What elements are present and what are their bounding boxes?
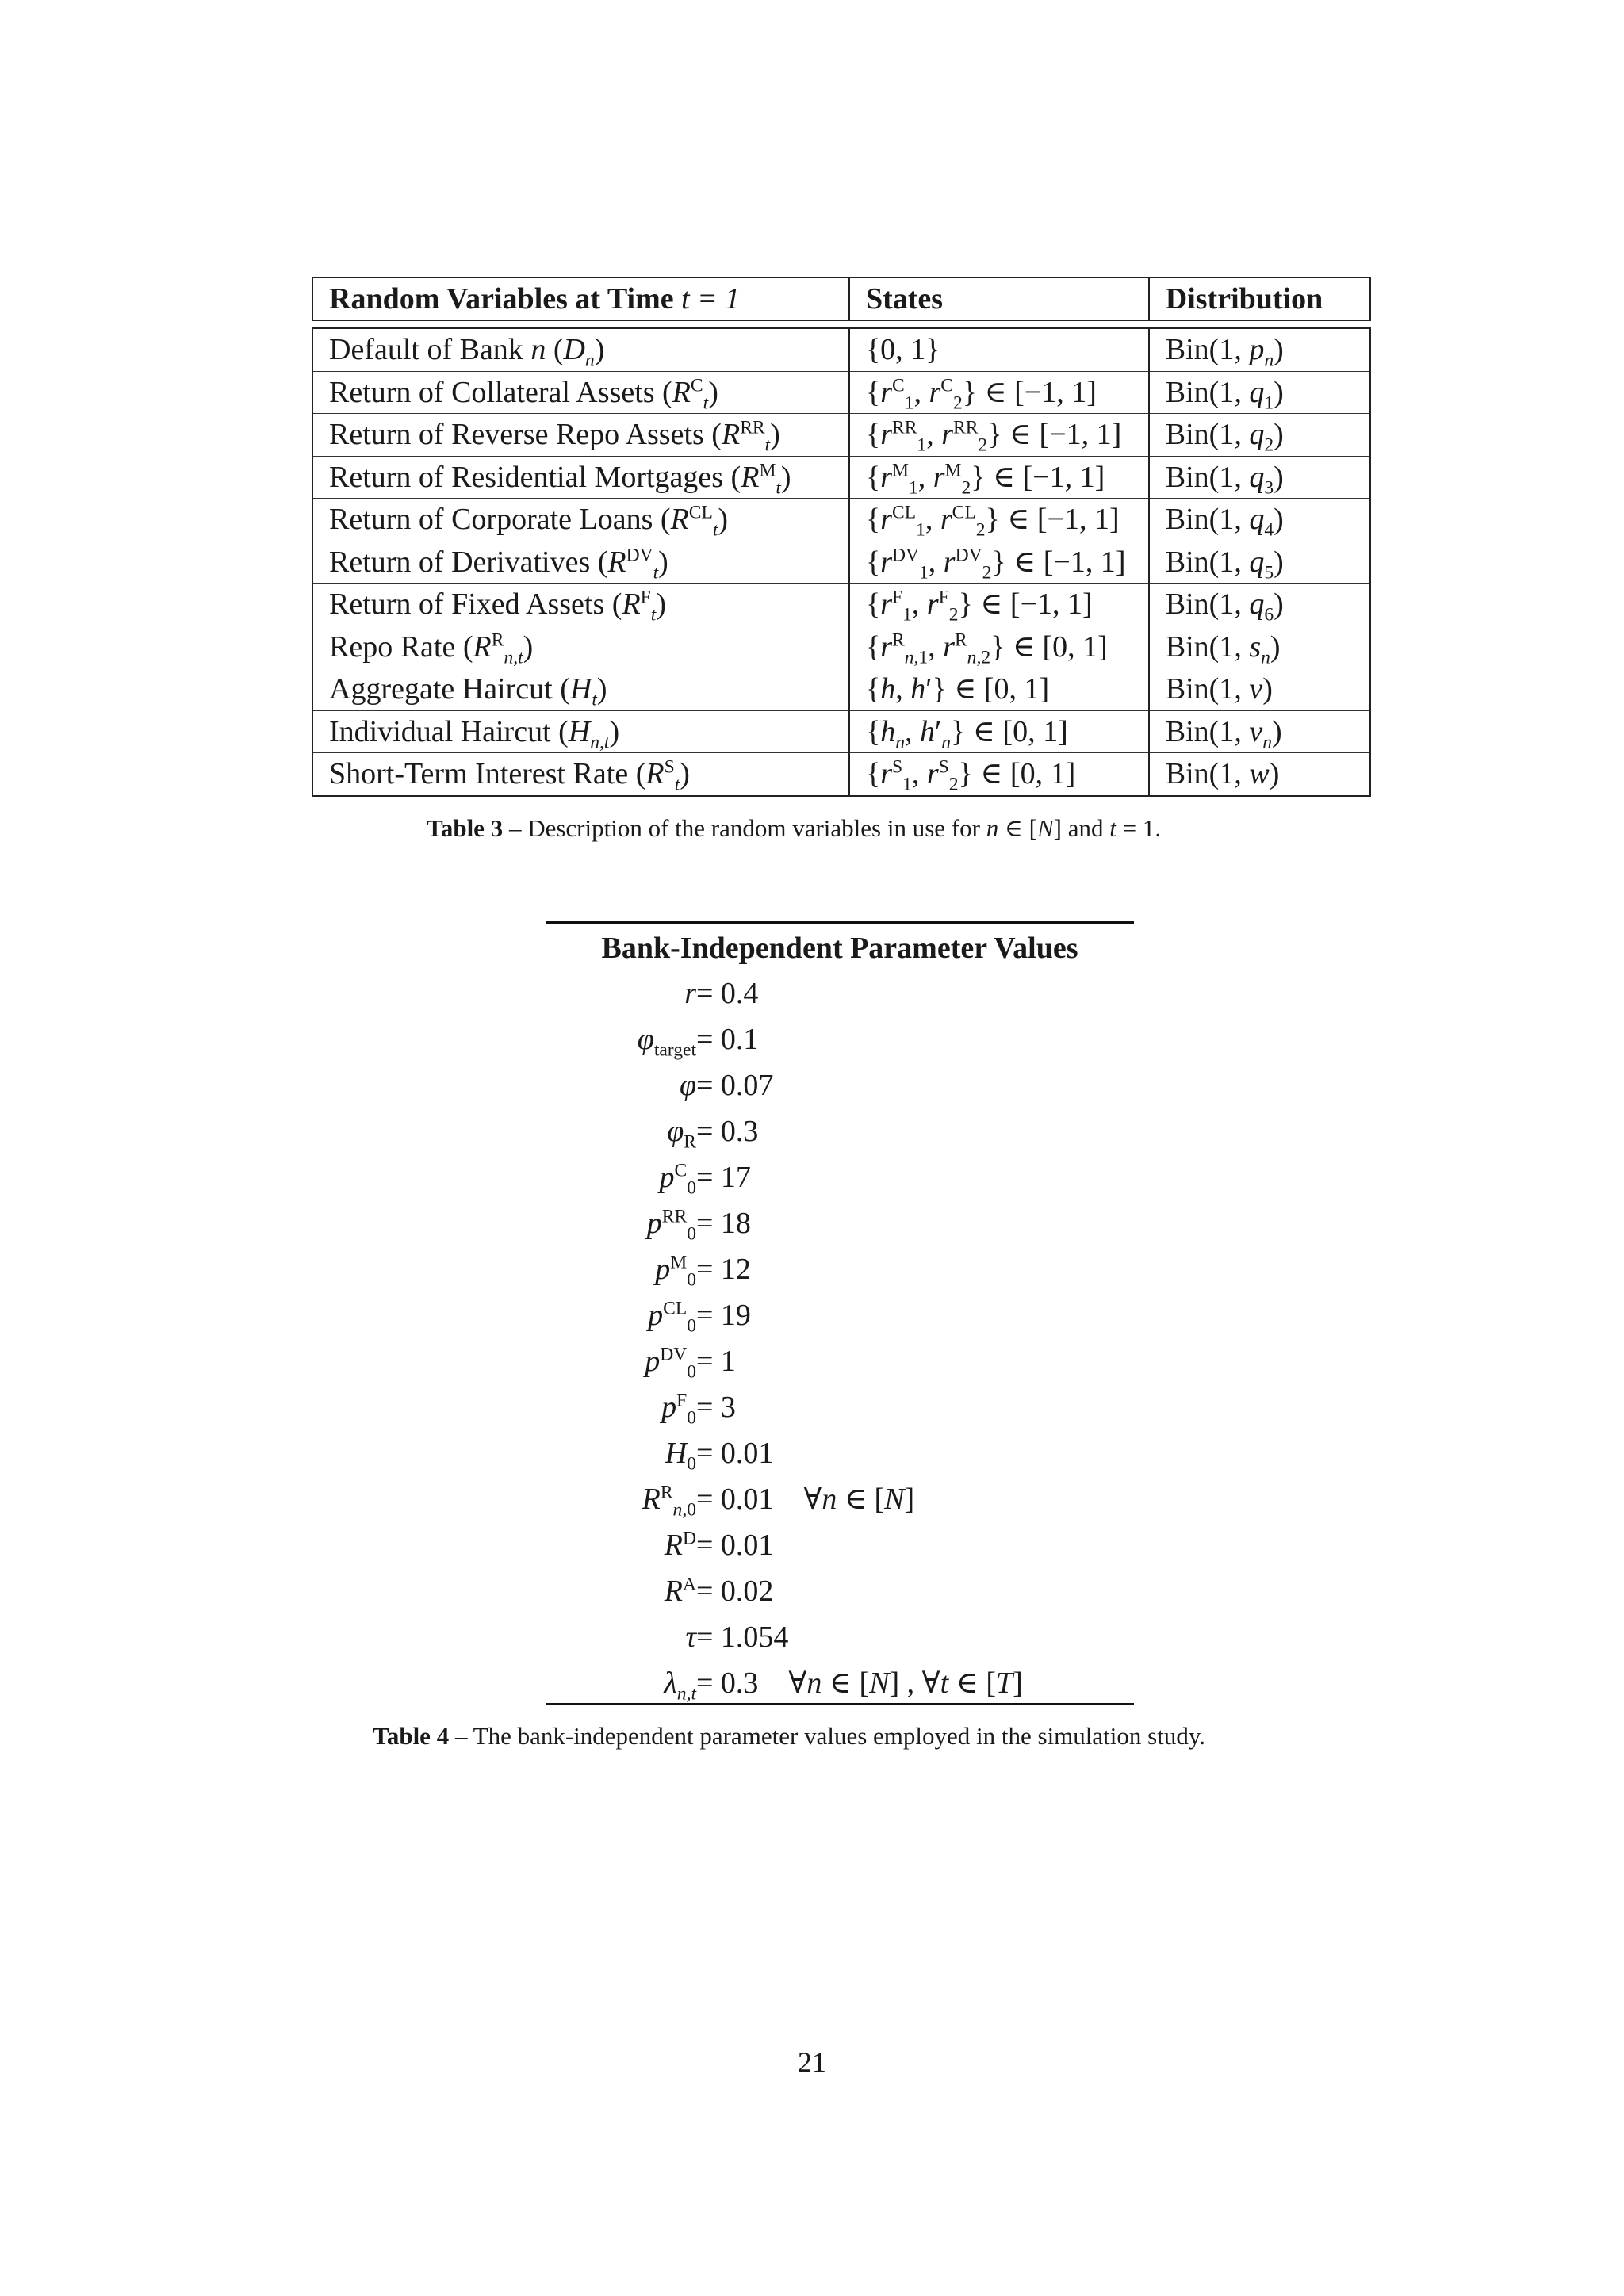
variable-cell: Return of Collateral Assets $(R^C_t)$	[312, 371, 849, 414]
states-cell: {$r^R_{n,1}$, $r^R_{n,2}$} ∈ [0, 1]	[849, 626, 1149, 668]
variable-cell: Individual Haircut $(H_{n,t})$	[312, 710, 849, 753]
distribution-cell: Bin(1, $q_1$)	[1149, 371, 1370, 414]
table-row	[312, 710, 1370, 753]
variable-cell: Return of Reverse Repo Assets $(R^{RR}_t)$	[312, 414, 849, 457]
table-row	[312, 456, 1370, 499]
random-variables-table	[312, 277, 1371, 797]
table3-caption	[427, 813, 1161, 844]
page-number: 21	[798, 2046, 826, 2078]
table-row	[312, 499, 1370, 541]
header-states: States	[849, 277, 1149, 320]
distribution-cell: Bin(1, $q_5$)	[1149, 541, 1370, 584]
variable-cell: Return of Residential Mortgages $(R^M_t)$	[312, 456, 849, 499]
parameter-values-table: Bank-Independent Parameter Values r = 0.4 $\varphi_{target}$ = 0.1 φ = 0.07 $\varphi_R$ = 0.3 $p^C_0$ = 17 $p^{RR}_0$ = 18 $p^M_0$ = 12 $p^{CL}_0$ = 19 $p^{DV}_0$ = 1 $p^F_0$ = 3 $H_0$ = 0.01 $R^R_{n,0}$ = 0.01 ∀n ∈ [N] $R^D$ = 0.01 $R^A$ = 0.02 τ = 1.054 $\lambda_{n,t}$ = 0.3 ∀n ∈ [N] , ∀t ∈ [T]	[546, 921, 1134, 1705]
distribution-cell: Bin(1, $q_2$)	[1149, 414, 1370, 457]
variable-cell: Aggregate Haircut $(H_t)$	[312, 668, 849, 711]
variable-cell: Return of Corporate Loans $(R^{CL}_t)$	[312, 499, 849, 541]
table-row	[312, 753, 1370, 796]
states-cell: {$r^{RR}_1$, $r^{RR}_2$} ∈ [−1, 1]	[849, 414, 1149, 457]
parameter-table-header: Bank-Independent Parameter Values	[601, 932, 1078, 965]
table-row	[312, 541, 1370, 584]
states-cell: {$h_n$, $h'_n$} ∈ [0, 1]	[849, 710, 1149, 753]
states-cell: {$r^C_1$, $r^C_2$} ∈ [−1, 1]	[849, 371, 1149, 414]
variable-cell: Return of Fixed Assets $(R^F_t)$	[312, 584, 849, 626]
states-cell: {$r^S_1$, $r^S_2$} ∈ [0, 1]	[849, 753, 1149, 796]
distribution-cell: Bin(1, $q_3$)	[1149, 456, 1370, 499]
caption-text: – Description of the random variables in use for n ∈ [N] and t = 1.	[503, 814, 1162, 842]
table-row	[312, 668, 1370, 711]
distribution-cell: Bin(1, $v_n$)	[1149, 710, 1370, 753]
states-cell: {$r^{DV}_1$, $r^{DV}_2$} ∈ [−1, 1]	[849, 541, 1149, 584]
table-row	[312, 414, 1370, 457]
distribution-cell: Bin(1, $s_n$)	[1149, 626, 1370, 668]
header-random-variables: Random Variables at Time t = 1	[312, 277, 849, 320]
states-cell: {$r^M_1$, $r^M_2$} ∈ [−1, 1]	[849, 456, 1149, 499]
distribution-cell: Bin(1, w)	[1149, 753, 1370, 796]
table-row	[312, 626, 1370, 668]
states-cell: {$r^F_1$, $r^F_2$} ∈ [−1, 1]	[849, 584, 1149, 626]
table-row	[312, 371, 1370, 414]
table-header-row	[312, 277, 1370, 320]
header-distribution: Distribution	[1149, 277, 1370, 320]
table-row	[312, 328, 1370, 371]
variable-cell: Short-Term Interest Rate $(R^S_t)$	[312, 753, 849, 796]
variable-cell: Return of Derivatives $(R^{DV}_t)$	[312, 541, 849, 584]
caption-text: – The bank-independent parameter values employed in the simulation study.	[449, 1722, 1206, 1750]
distribution-cell: Bin(1, $p_n$)	[1149, 328, 1370, 371]
caption-label: Table 3	[427, 814, 504, 842]
distribution-cell: Bin(1, $q_4$)	[1149, 499, 1370, 541]
table4-caption	[373, 1720, 1205, 1752]
states-cell: {0, 1}	[849, 328, 1149, 371]
distribution-cell: Bin(1, $q_6$)	[1149, 584, 1370, 626]
table-row	[312, 584, 1370, 626]
caption-label: Table 4	[373, 1722, 450, 1750]
variable-cell: Repo Rate $(R^R_{n,t})$	[312, 626, 849, 668]
states-cell: {h, h′} ∈ [0, 1]	[849, 668, 1149, 711]
distribution-cell: Bin(1, v)	[1149, 668, 1370, 711]
states-cell: {$r^{CL}_1$, $r^{CL}_2$} ∈ [−1, 1]	[849, 499, 1149, 541]
variable-cell: Default of Bank n $(D_n)$	[312, 328, 849, 371]
